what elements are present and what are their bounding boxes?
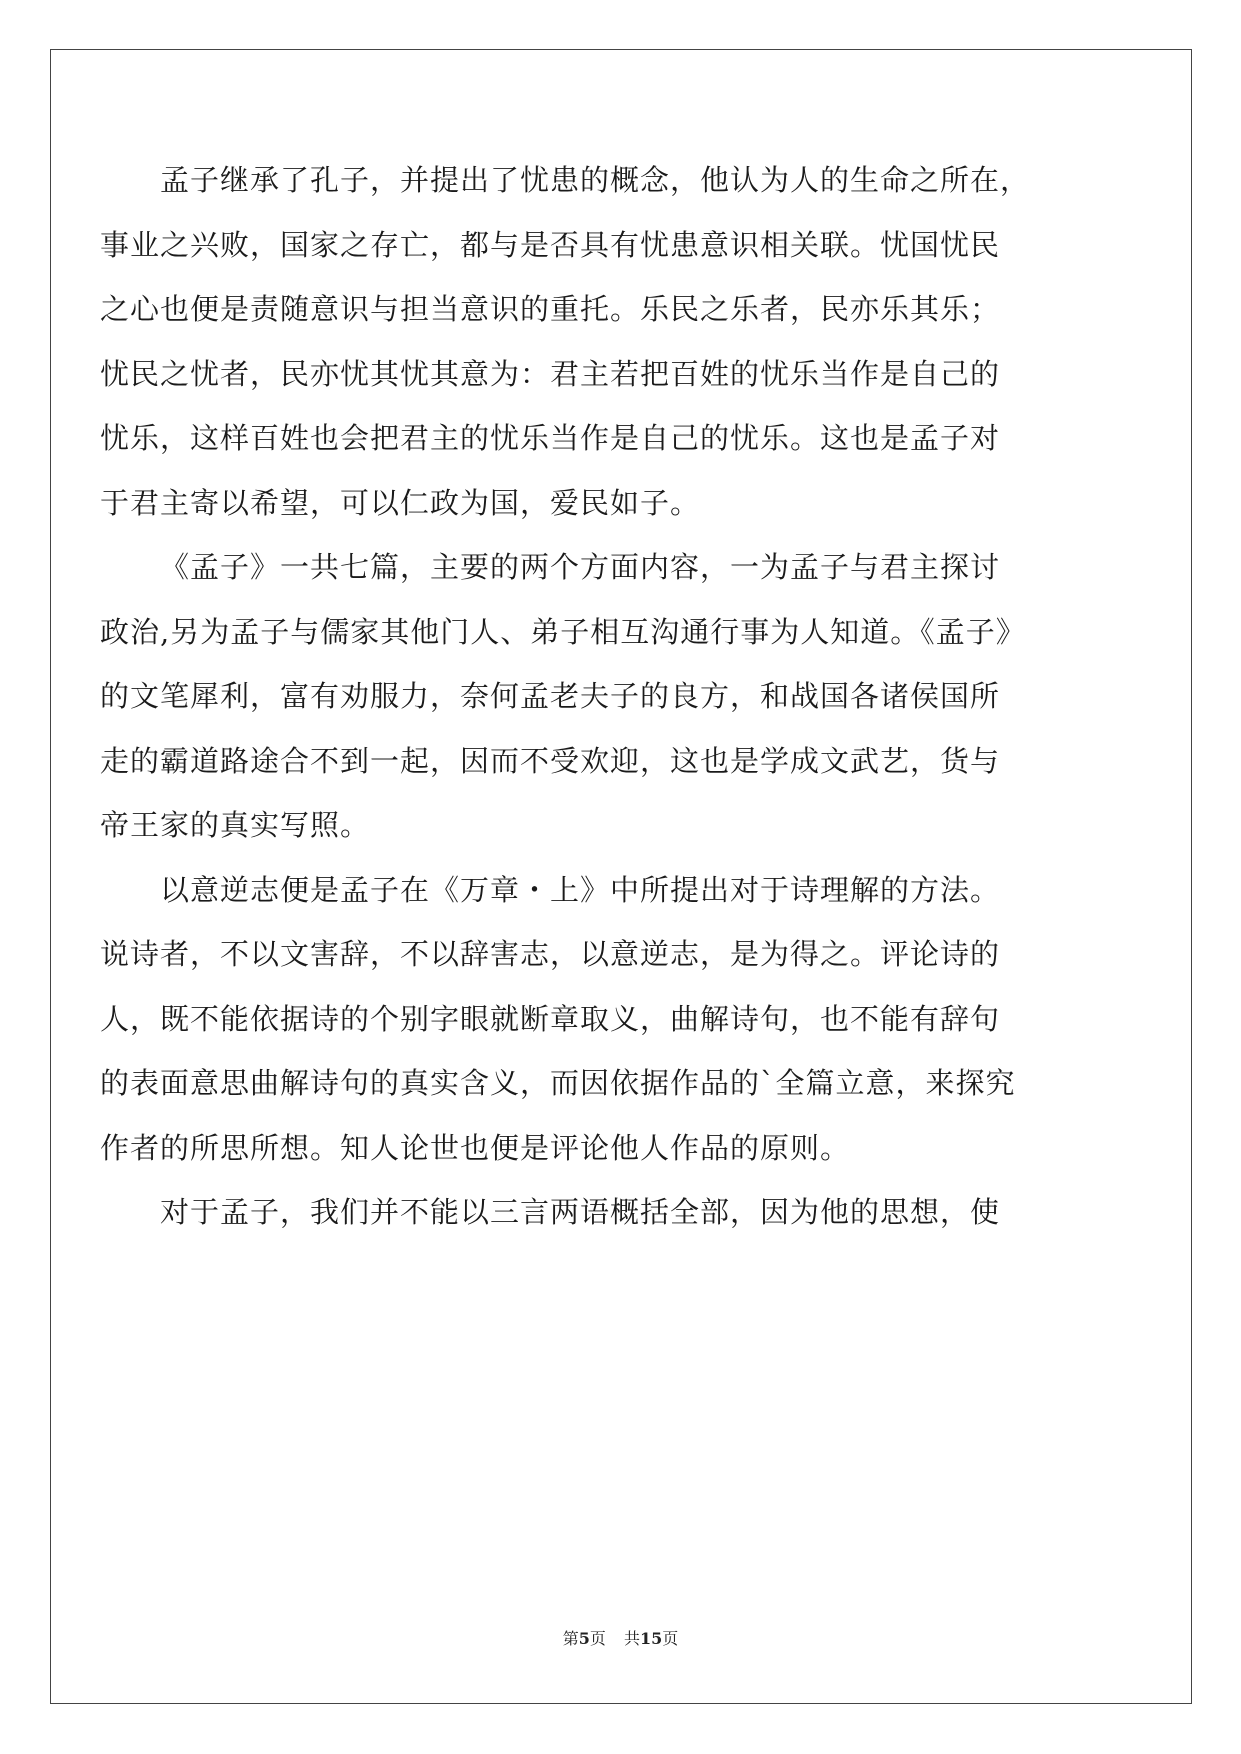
paragraph-3-line-1: 以意逆志便是孟子在《万章・上》中所提出对于诗理解的方法。 bbox=[160, 872, 1001, 907]
paragraph-3-line-5: 作者的所思所想。知人论世也便是评论他人作品的原则。 bbox=[100, 1130, 851, 1165]
paragraph-2-line-3: 的文笔犀利，富有劝服力，奈何孟老夫子的良方，和战国各诸侯国所 bbox=[100, 679, 1001, 713]
footer-prefix: 第 bbox=[562, 1629, 579, 1648]
footer-total-pages: 15 bbox=[639, 1629, 663, 1648]
paragraph-2-line-1: 《孟子》一共七篇，主要的两个方面内容，一为孟子与君主探讨 bbox=[160, 550, 1001, 584]
paragraph-1-line-3: 之心也便是责随意识与担当意识的重托。乐民之乐者，民亦乐其乐； bbox=[100, 292, 1001, 326]
footer-total-suffix: 页 bbox=[662, 1629, 679, 1648]
footer-total-prefix: 共 bbox=[623, 1629, 640, 1648]
footer-page-suffix: 页 bbox=[589, 1629, 606, 1648]
paragraph-2-line-4: 走的霸道路途合不到一起，因而不受欢迎，这也是学成文武艺，货与 bbox=[100, 743, 1001, 778]
paragraph-4-line-1: 对于孟子，我们并不能以三言两语概括全部，因为他的思想，使 bbox=[160, 1195, 1001, 1229]
document-body bbox=[100, 148, 1140, 1245]
paragraph-2-line-5: 帝王家的真实写照。 bbox=[100, 808, 371, 842]
paragraph-3-line-2: 说诗者，不以文害辞，不以辞害志，以意逆志，是为得之。评论诗的 bbox=[100, 937, 1001, 971]
paragraph-1-line-4: 忧民之忧者，民亦忧其忧其意为：君主若把百姓的忧乐当作是自己的 bbox=[100, 356, 1001, 391]
paragraph-3-line-4: 的表面意思曲解诗句的真实含义，而因依据作品的`全篇立意，来探究 bbox=[100, 1066, 1016, 1100]
paragraph-1-line-6: 于君主寄以希望，可以仁政为国，爱民如子。 bbox=[100, 485, 701, 520]
paragraph-1-line-5: 忧乐，这样百姓也会把君主的忧乐当作是自己的忧乐。这也是孟子对 bbox=[100, 421, 1001, 455]
paragraph-1-line-1: 孟子继承了孔子，并提出了忧患的概念，他认为人的生命之所在， bbox=[160, 163, 1031, 197]
paragraph-1-line-2: 事业之兴败，国家之存亡，都与是否具有忧患意识相关联。忧国忧民 bbox=[100, 227, 1001, 262]
paragraph-3-line-3: 人，既不能依据诗的个别字眼就断章取义，曲解诗句，也不能有辞句 bbox=[100, 1001, 1001, 1036]
page-footer bbox=[0, 1626, 1241, 1649]
paragraph-2-line-2: 政治,另为孟子与儒家其他门人、弟子相互沟通行事为人知道。《孟子》 bbox=[100, 614, 1026, 649]
footer-page-number: 5 bbox=[578, 1629, 590, 1648]
